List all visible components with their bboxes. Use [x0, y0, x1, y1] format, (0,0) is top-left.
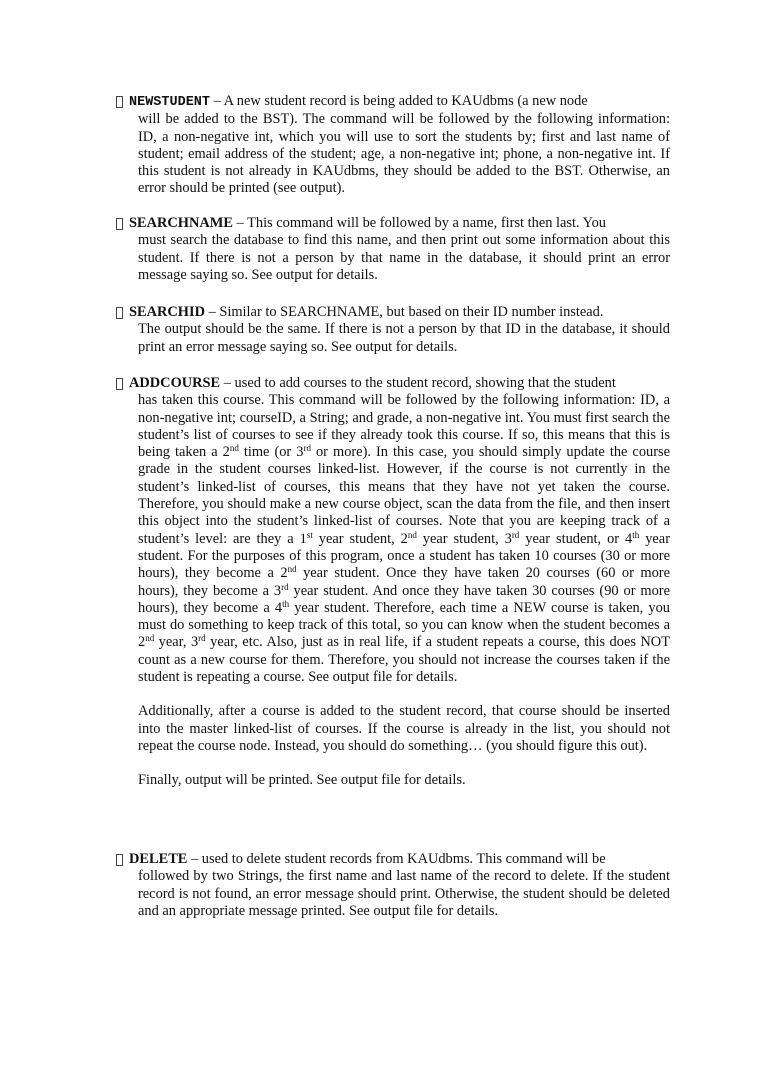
- item-heading-row: [116, 851, 670, 868]
- bullet-box-icon: [116, 307, 123, 319]
- item-body-text: [138, 392, 670, 686]
- item-first-line: [129, 375, 670, 392]
- ordinal-suffix: th: [632, 529, 640, 540]
- ordinal-suffix: st: [306, 529, 313, 540]
- item-first-line: [129, 215, 670, 232]
- command-item-searchname: [116, 215, 670, 284]
- item-lead-text: – Similar to SEARCHNAME, but based on their ID number instead.: [204, 304, 604, 320]
- command-keyword: SEARCHNAME: [129, 215, 233, 231]
- item-body-text: will be added to the BST). The command will be followed by the following information: ID, a non-negative int, which you will use to sort the students by; first and last name of student; email address of the student; age, a non-negative int; phone, a non-negative int. If this student is not already in KAUdbms, they should be added to the BST. Otherwise, an error should be printed (see output).: [138, 111, 670, 197]
- ordinal-suffix: th: [282, 598, 290, 609]
- text-run: year student. For the purposes of this program, once a student has taken 10 courses (30 or more hours), they become a 2: [138, 530, 670, 582]
- command-item-searchid: [116, 304, 670, 356]
- text-run: year student, 2: [312, 530, 408, 547]
- ordinal-suffix: nd: [145, 633, 155, 644]
- text-run: time (or 3: [238, 444, 304, 461]
- bullet-box-icon: [116, 96, 123, 108]
- item-lead-text: – used to delete student records from KAUdbms. This command will be: [187, 851, 606, 867]
- command-item-delete: [116, 851, 670, 920]
- text-run: year, etc. Also, just as in real life, if a student repeats a course, this does NOT count as a new course for them. Therefore, you should not increase the courses taken if the student is repeating a course. See output file for details.: [138, 634, 670, 686]
- ordinal-suffix: rd: [511, 529, 520, 540]
- command-item-newstudent: [116, 93, 670, 198]
- text-run: year student. Once they have taken 20 courses (60 or more hours), they become a 3: [138, 565, 670, 599]
- bullet-box-icon: [116, 378, 123, 390]
- item-lead-text: – used to add courses to the student record, showing that the student: [220, 375, 616, 391]
- text-run: or more). In this case, you should simply update the course grade in the student courses linked-list. However, if the course is not currently in the student’s linked-list of courses, this means that they have not yet taken the course. Therefore, you should make a new course object, scan the data from the file, and then insert this object into the student’s linked-list of courses. Note that you are keeping track of a student’s level: are they a 1: [138, 444, 670, 547]
- item-first-line: [129, 93, 670, 111]
- command-keyword: NEWSTUDENT: [129, 95, 211, 110]
- command-keyword: SEARCHID: [129, 304, 205, 320]
- command-item-addcourse: [116, 375, 670, 790]
- item-body-text: followed by two Strings, the first name and last name of the record to delete. If the student record is not found, an error message should print. Otherwise, the student should be deleted and an appropriate message printed. See output file for details.: [138, 868, 670, 919]
- ordinal-suffix: nd: [287, 564, 297, 575]
- command-keyword: ADDCOURSE: [129, 375, 221, 391]
- item-heading-row: [116, 215, 670, 232]
- item-heading-row: [116, 304, 670, 321]
- ordinal-suffix: rd: [281, 581, 289, 592]
- text-run: year student. And once they have taken 30 courses (90 or more hours), they become a 4: [138, 582, 670, 616]
- text-run: year, 3: [154, 634, 199, 651]
- command-keyword: DELETE: [129, 851, 188, 867]
- bullet-box-icon: [116, 218, 123, 230]
- item-heading-row: [116, 93, 670, 111]
- text-run: has taken this course. This command will be followed by the following information: ID, a non-negative int; courseID, a String; and grade, a non-negative int. You must first search the student’s list of courses to see if they already took this course. If so, this means that this is being taken a 2: [138, 392, 670, 461]
- item-body-text: must search the database to find this name, and then print out some information about this student. If there is not a person by that name in the database, it should print an error message saying so. See output for details.: [138, 232, 670, 283]
- item-first-line: [129, 304, 670, 321]
- text-run: year student, or 4: [519, 530, 633, 547]
- ordinal-suffix: rd: [303, 443, 311, 454]
- item-first-line: [129, 851, 670, 868]
- item-lead-text: – This command will be followed by a name, first then last. You: [232, 215, 606, 231]
- item-body-text: The output should be the same. If there is not a person by that ID in the database, it should print an error message saying so. See output for details.: [138, 321, 670, 355]
- ordinal-suffix: nd: [229, 443, 239, 454]
- text-run: year student, 3: [416, 530, 512, 547]
- item-heading-row: [116, 375, 670, 392]
- ordinal-suffix: nd: [407, 529, 417, 540]
- item-paragraph-finally: Finally, output will be printed. See output file for details.: [138, 772, 466, 789]
- ordinal-suffix: rd: [198, 633, 206, 644]
- bullet-box-icon: [116, 854, 123, 866]
- text-run: year student. Therefore, each time a NEW course is taken, you must do something to keep track of this total, so you can know when the student becomes a 2: [138, 599, 670, 651]
- item-lead-text: – A new student record is being added to KAUdbms (a new node: [210, 93, 588, 109]
- item-paragraph-additionally: Additionally, after a course is added to the student record, that course should be inserted into the master linked-list of courses. If the course is already in the list, you should not repeat the course node. Instead, you should do something… (you should figure this out).: [138, 703, 670, 754]
